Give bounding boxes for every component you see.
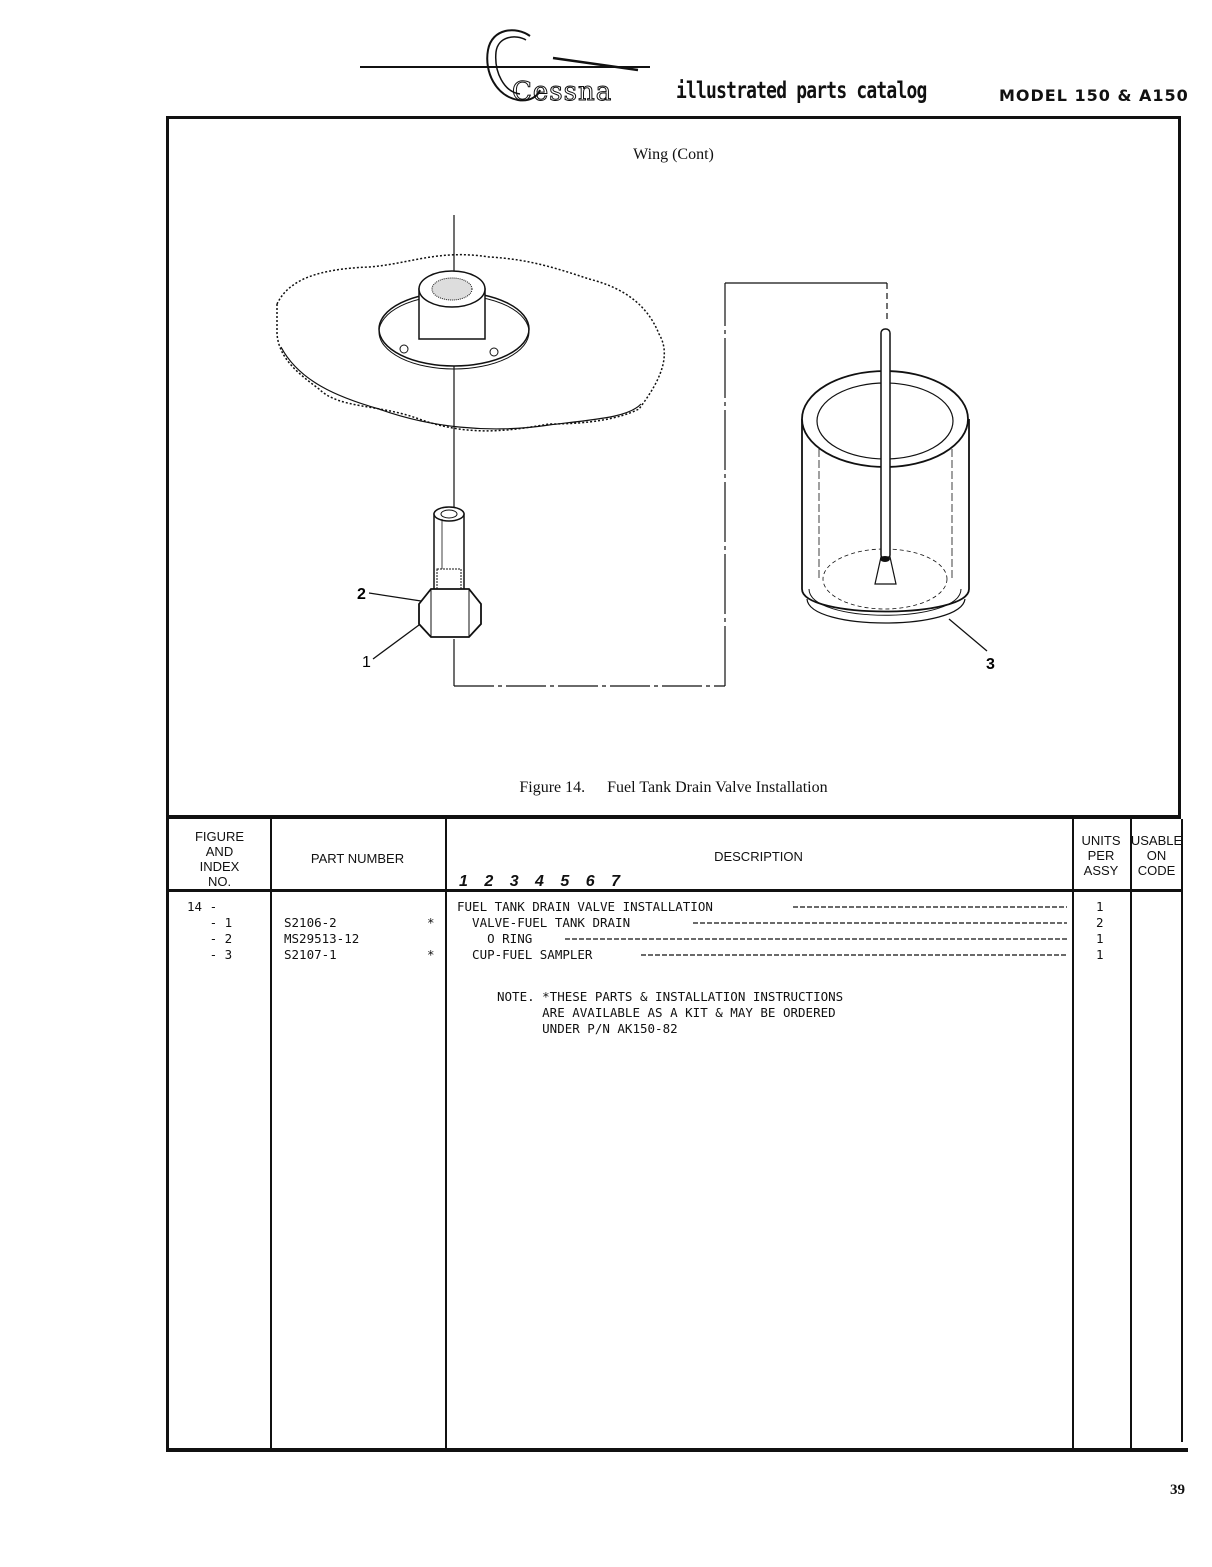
row-index: - 3 xyxy=(187,947,233,962)
row-units: 1 xyxy=(1096,899,1104,914)
header-part-number: PART NUMBER xyxy=(310,851,405,866)
row-part: MS29513-12 xyxy=(284,931,360,946)
fuel-sampler-cup xyxy=(802,329,969,623)
drain-valve xyxy=(419,507,481,637)
col-divider xyxy=(270,819,272,1448)
col-divider xyxy=(1181,819,1183,1442)
row-star: * xyxy=(427,947,435,962)
col-divider xyxy=(1130,819,1132,1448)
row-star: * xyxy=(427,915,435,930)
drain-valve-illustration xyxy=(169,119,1178,819)
row-units: 2 xyxy=(1096,915,1104,930)
header-units: UNITS PER ASSY xyxy=(1081,833,1121,878)
header-usable: USABLE ON CODE xyxy=(1130,833,1183,878)
catalog-title: illustrated parts catalog xyxy=(676,78,927,104)
row-desc: O RING xyxy=(457,931,540,946)
callout-1: 1 xyxy=(362,654,371,671)
row-part: S2107-1 xyxy=(284,947,337,962)
svg-text:Cessna: Cessna xyxy=(512,77,613,107)
callout-3: 3 xyxy=(986,656,995,673)
figure-number: Figure 14. xyxy=(519,779,586,796)
model-label: MODEL 150 & A150 xyxy=(999,86,1189,105)
figure-caption xyxy=(169,779,1178,797)
header-figure-index: FIGURE AND INDEX NO. xyxy=(194,829,245,889)
callout-2: 2 xyxy=(357,586,366,603)
row-units: 1 xyxy=(1096,947,1104,962)
indent-digits: 1 2 3 4 5 6 7 xyxy=(459,873,626,890)
row-units: 1 xyxy=(1096,931,1104,946)
leader-dashes xyxy=(445,899,1072,969)
row-desc: FUEL TANK DRAIN VALVE INSTALLATION xyxy=(457,899,721,914)
col-divider xyxy=(1072,819,1074,1448)
cessna-logo xyxy=(478,20,658,110)
row-index: 14 - xyxy=(187,899,218,914)
header-rule xyxy=(1075,889,1183,892)
row-index: - 2 xyxy=(187,931,233,946)
figure-panel xyxy=(166,116,1181,819)
figure-title: Fuel Tank Drain Valve Installation xyxy=(607,779,828,796)
header-description: DESCRIPTION xyxy=(714,849,803,864)
row-desc: VALVE-FUEL TANK DRAIN xyxy=(457,915,638,930)
row-index: - 1 xyxy=(187,915,233,930)
parts-table: FIGURE AND INDEX NO. PART NUMBER DESCRIPTION 1 2 3 4 5 6 7 UNITS PER ASSY USABLE ON CODE 14 - FUEL TANK DRAIN VALVE INSTALLATION 1 - 1 S2106-2 * VALVE-FUEL TANK DRAIN 2 - 2 MS29513-12 O RING 1 - 3 S2107-1 * CUP-FUEL SAMPLER 1 NOTE. *THESE PARTS & INSTALLATION INSTRUCTIONS ARE AVAILABLE AS A KIT & MAY BE ORDERED UNDER P/N AK150-82 xyxy=(166,819,1188,1452)
row-part: S2106-2 xyxy=(284,915,337,930)
section-title: Wing (Cont) xyxy=(633,146,714,163)
row-desc: CUP-FUEL SAMPLER xyxy=(457,947,600,962)
page-number: 39 xyxy=(1170,1482,1185,1498)
